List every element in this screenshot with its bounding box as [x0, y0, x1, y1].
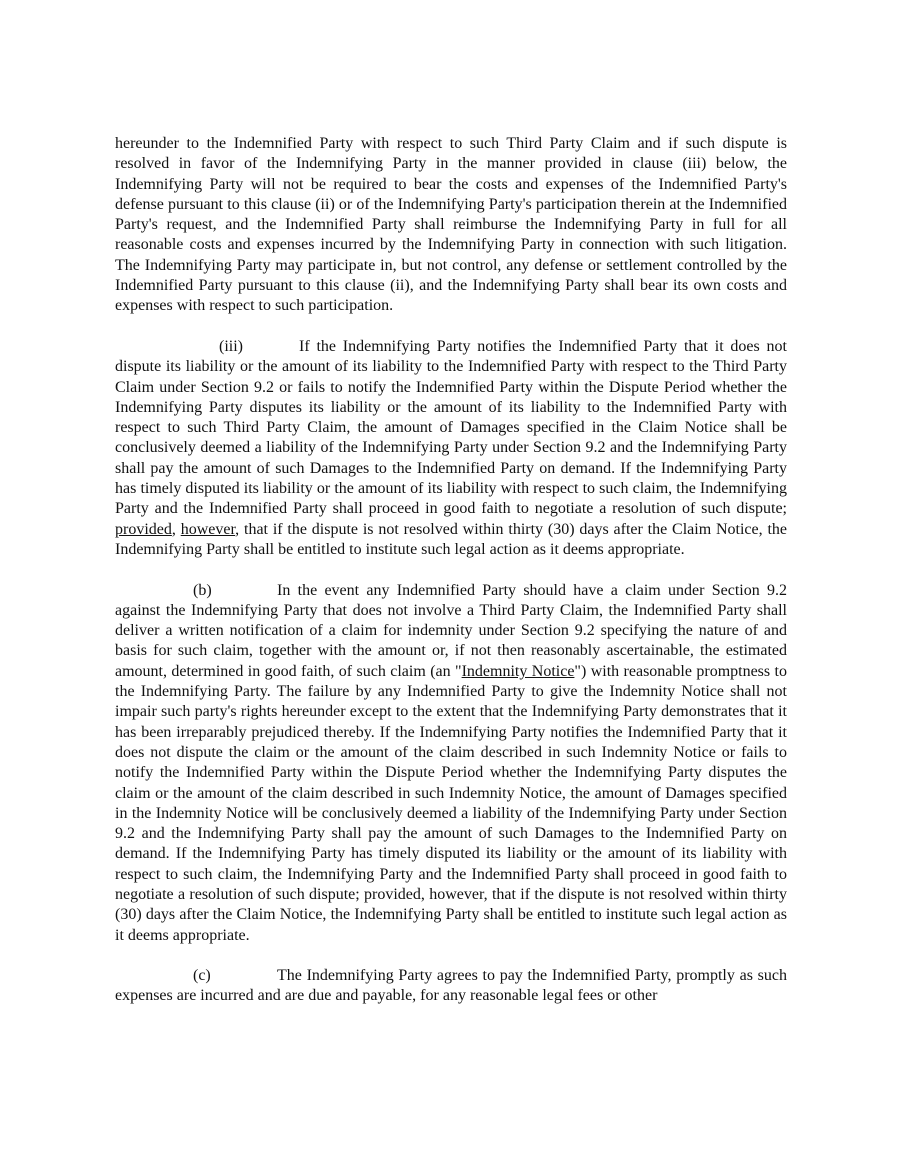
paragraph-2-text-after: , that if the dispute is not resolved within thirty (30) days after the Claim Notice, the Indemnifying Party shall be entitled to institute such legal action as it deems appropriate.: [115, 520, 788, 558]
paragraph-3-text-before: In the event any Indemnified Party should have a claim under Section 9.2 against the Indemnifying Party that does not involve a Third Party Claim, the Indemnified Party shall deliver a written notification of a claim for indemnity under Section 9.2 specifying the nature of and basis for such claim, together with the amount or, if not then reasonably ascertainable, the estimated amount, determined in good faith, of such claim (an ": [115, 581, 787, 680]
paragraph-4-text: The Indemnifying Party agrees to pay the Indemnified Party, promptly as such expenses are incurred and are due and payable, for any reasonable legal fees or other: [115, 967, 787, 1005]
clause-label-c: (c): [193, 967, 211, 985]
underlined-indemnity-notice: Indemnity Notice: [461, 662, 575, 680]
paragraph-clause-iii: [115, 337, 787, 560]
clause-label-b: (b): [193, 581, 212, 599]
paragraph-2-text-before: If the Indemnifying Party notifies the Indemnified Party that it does not dispute its liability or the amount of its liability to the Indemnified Party with respect to the Third Party Claim under Section 9.2 or fails to notify the Indemnified Party within the Dispute Period whether the Indemnifying Party disputes its liability or the amount of its liability to the Indemnified Party with respect to such Third Party Claim, the amount of Damages specified in the Claim Notice shall be conclusively deemed a liability of the Indemnifying Party under Section 9.2 and the Indemnifying Party shall pay the amount of such Damages to the Indemnified Party on demand. If the Indemnifying Party has timely disputed its liability or the amount of its liability with respect to such claim, the Indemnifying Party and the Indemnified Party shall proceed in good faith to negotiate a resolution of such dispute;: [115, 337, 787, 518]
underlined-however: however: [180, 520, 236, 538]
underlined-provided: provided: [115, 520, 172, 538]
document-body: [115, 134, 787, 1027]
paragraph-clause-b: [115, 581, 787, 946]
paragraph-clause-c: [115, 966, 787, 1007]
paragraph-3-text-after: ") with reasonable promptness to the Indemnifying Party. The failure by any Indemnified Party to give the Indemnity Notice shall not impair such party's rights hereunder except to the extent that the Indemnifying Party demonstrates that it has been irreparably prejudiced thereby. If the Indemnifying Party notifies the Indemnified Party that it does not dispute the claim or the amount of the claim described in such Indemnity Notice or fails to notify the Indemnified Party within the Dispute Period whether the Indemnifying Party disputes the claim or the amount of the claim described in such Indemnity Notice, the amount of Damages specified in the Indemnity Notice will be conclusively deemed a liability of the Indemnifying Party under Section 9.2 and the Indemnifying Party shall pay the amount of such Damages to the Indemnified Party on demand. If the Indemnifying Party has timely disputed its liability or the amount of its liability with respect to such claim, the Indemnifying Party and the Indemnified Party shall proceed in good faith to negotiate a resolution of such dispute; provided, however, that if the dispute is not resolved within thirty (30) days after the Claim Notice, the Indemnifying Party shall be entitled to institute such legal action as it deems appropriate.: [115, 662, 787, 944]
paragraph-1-text: hereunder to the Indemnified Party with respect to such Third Party Claim and if such dispute is resolved in favor of the Indemnifying Party in the manner provided in clause (iii) below, the Indemnifying Party will not be required to bear the costs and expenses of the Indemnified Party's defense pursuant to this clause (ii) or of the Indemnifying Party's participation therein at the Indemnified Party's request, and the Indemnified Party shall reimburse the Indemnifying Party in full for all reasonable costs and expenses incurred by the Indemnifying Party in connection with such litigation. The Indemnifying Party may participate in, but not control, any defense or settlement controlled by the Indemnified Party pursuant to this clause (ii), and the Indemnifying Party shall bear its own costs and expenses with respect to such participation.: [115, 135, 787, 315]
paragraph-2-separator: ,: [171, 520, 181, 538]
clause-label-iii: (iii): [219, 337, 243, 355]
paragraph-continued-clause-ii: [115, 134, 787, 317]
